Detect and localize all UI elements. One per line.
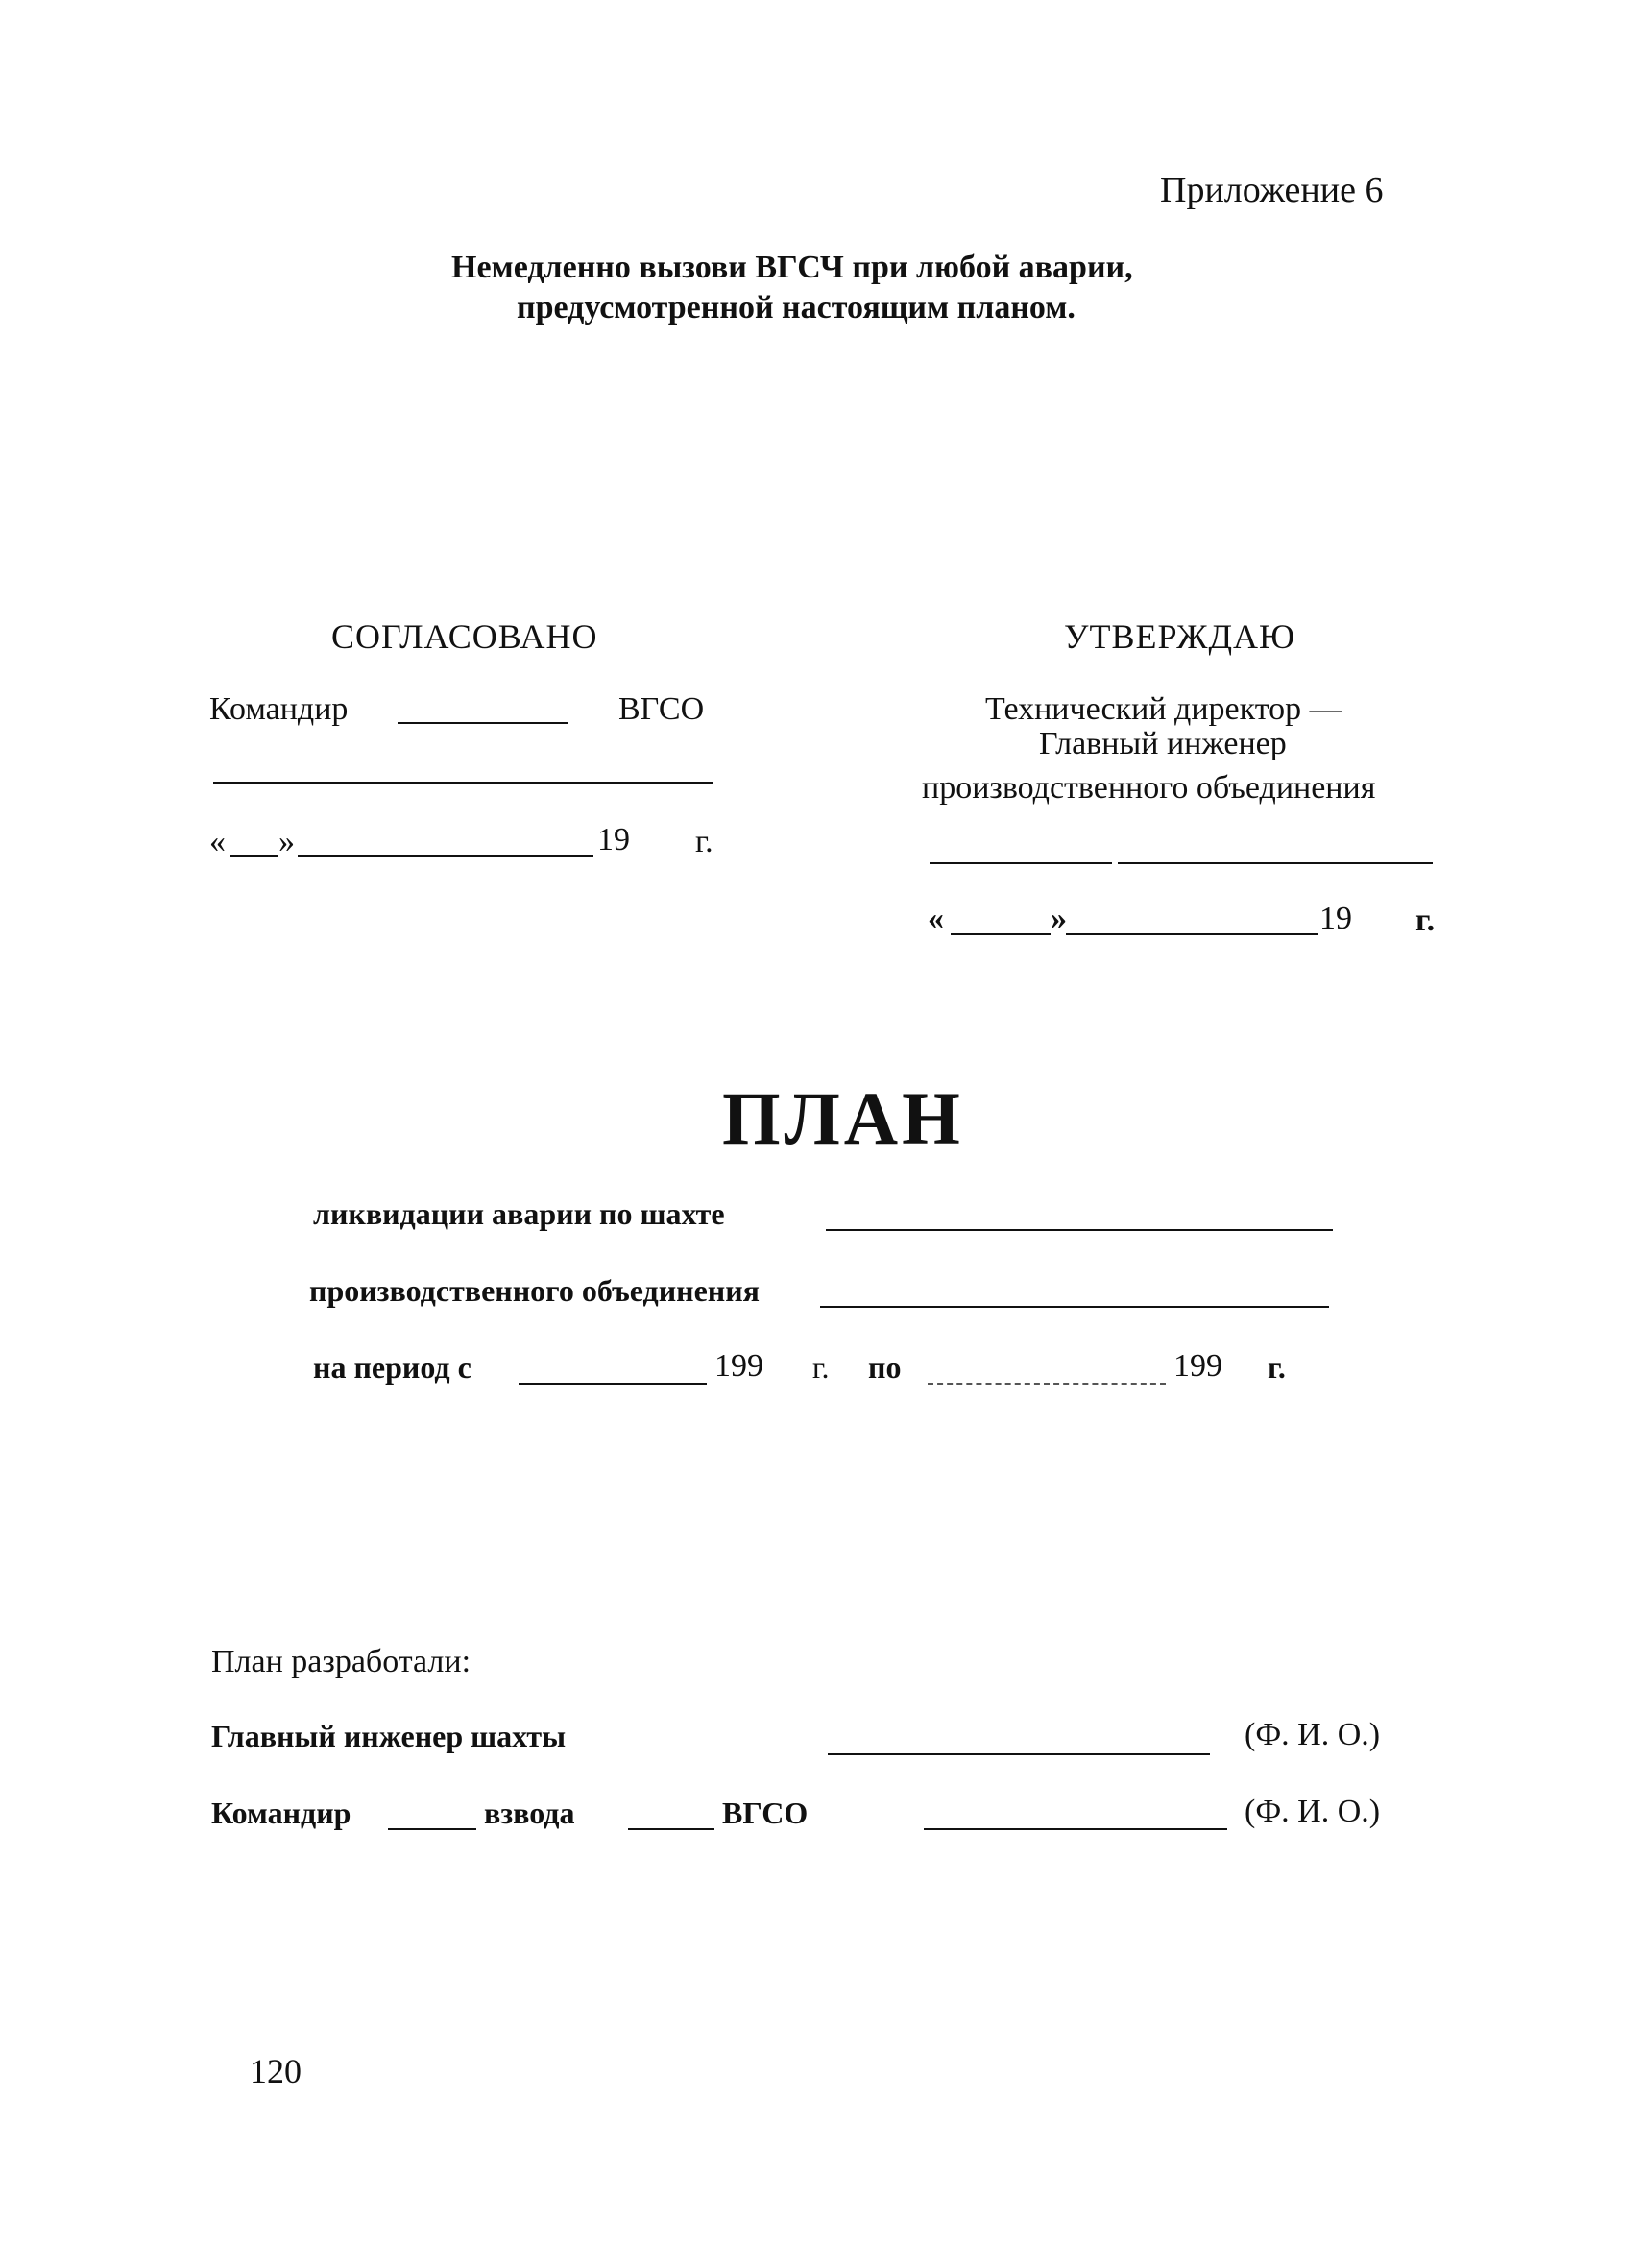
date-close-quote-right: » — [1051, 901, 1067, 936]
mine-name-blank — [826, 1229, 1333, 1231]
period-start-suffix: г. — [812, 1350, 830, 1385]
chief-engineer-fio: (Ф. И. О.) — [1245, 1717, 1381, 1752]
agreed-heading: СОГЛАСОВАНО — [331, 617, 598, 656]
association-blank — [820, 1306, 1329, 1308]
month-blank-left — [298, 855, 593, 857]
signature-blank-left — [213, 782, 713, 784]
platoon-label: взвода — [484, 1796, 575, 1830]
day-blank-left — [230, 855, 278, 857]
period-start-year: 199 — [714, 1348, 763, 1384]
period-start-blank — [519, 1383, 707, 1385]
year-left: 19 — [597, 822, 630, 857]
warning-line-2: предусмотренной настоящим планом. — [517, 290, 1076, 326]
plan-title: ПЛАН — [722, 1076, 964, 1160]
platoon-commander-signature-blank — [924, 1828, 1227, 1830]
date-close-quote-left: » — [278, 824, 295, 859]
commander-label: Командир — [209, 691, 349, 727]
signature-blank-right-b — [1118, 862, 1433, 864]
period-prefix: на период с — [313, 1350, 471, 1385]
signature-blank-right-a — [930, 862, 1112, 864]
approve-heading: УТВЕРЖДАЮ — [1064, 617, 1296, 656]
year-suffix-right: г. — [1415, 903, 1436, 938]
plan-row1-label: ликвидации аварии по шахте — [313, 1196, 725, 1231]
period-end-year: 199 — [1173, 1348, 1222, 1384]
approver-line-2: Главный инженер — [1039, 726, 1287, 761]
date-open-quote-left: « — [209, 824, 226, 859]
vgso-label: ВГСО — [618, 691, 705, 727]
period-end-suffix: г. — [1268, 1350, 1286, 1385]
platoon-commander-fio: (Ф. И. О.) — [1245, 1794, 1381, 1829]
chief-engineer-label: Главный инженер шахты — [211, 1719, 567, 1753]
date-open-quote-right: « — [928, 901, 944, 936]
page-number: 120 — [250, 2052, 302, 2090]
period-to-label: по — [868, 1350, 902, 1385]
year-right: 19 — [1319, 901, 1352, 936]
vgso-number-blank — [628, 1828, 714, 1830]
chief-engineer-signature-blank — [828, 1753, 1210, 1755]
vgso-label-bottom: ВГСО — [722, 1796, 809, 1830]
period-end-blank — [928, 1383, 1166, 1385]
approver-line-1: Технический директор — — [985, 691, 1342, 727]
commander-blank — [398, 722, 568, 724]
platoon-number-blank — [388, 1828, 476, 1830]
year-suffix-left: г. — [695, 824, 713, 859]
month-blank-right — [1066, 933, 1318, 935]
day-blank-right — [951, 933, 1051, 935]
appendix-label: Приложение 6 — [1160, 170, 1384, 210]
platoon-commander-label: Командир — [211, 1796, 351, 1830]
plan-row2-label: производственного объединения — [309, 1273, 760, 1308]
developers-heading: План разработали: — [211, 1644, 471, 1679]
warning-line-1: Немедленно вызови ВГСЧ при любой аварии, — [451, 250, 1133, 285]
approver-line-3: производственного объединения — [922, 770, 1376, 806]
